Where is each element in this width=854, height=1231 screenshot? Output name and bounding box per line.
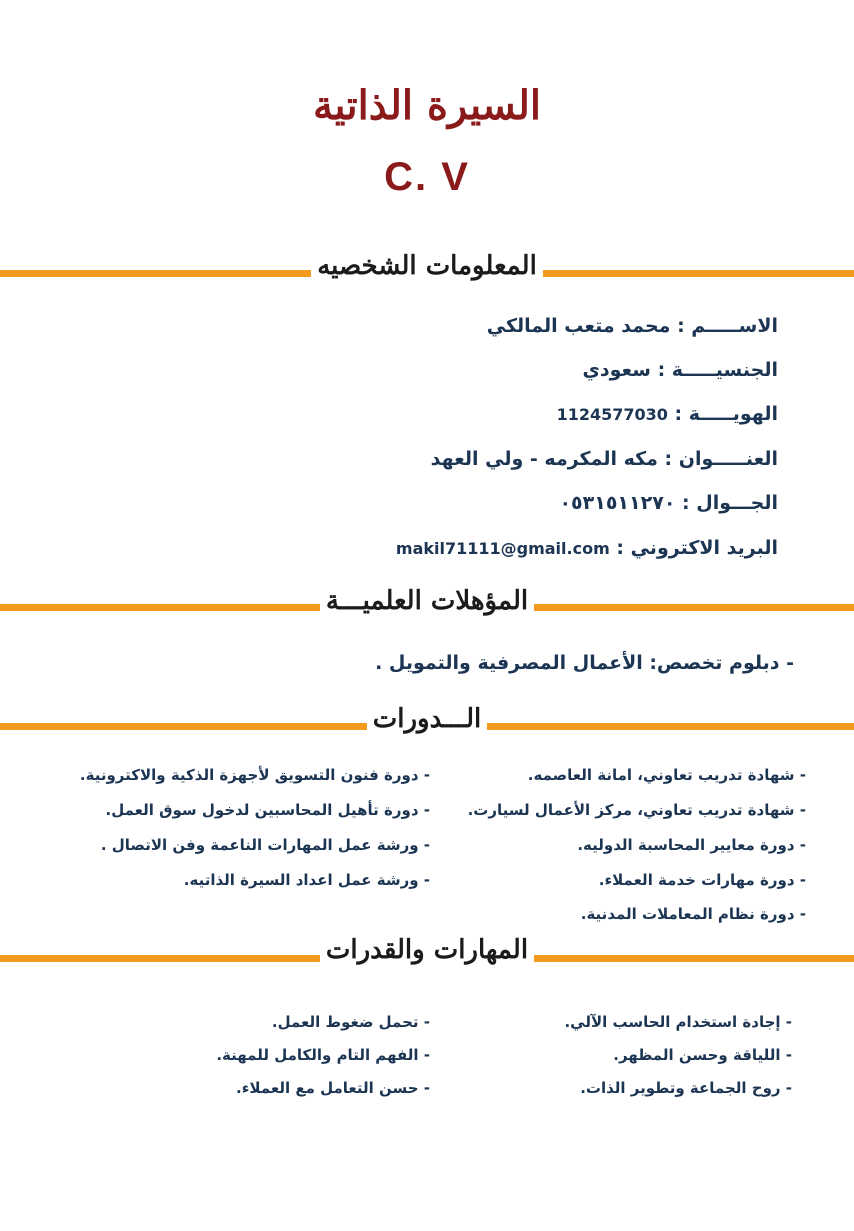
personal-nationality bbox=[218, 357, 778, 383]
personal-id bbox=[218, 401, 778, 428]
address-label: العنـــــوان : bbox=[664, 448, 778, 470]
skill-item: - تحمل ضغوط العمل. bbox=[271, 1013, 430, 1031]
personal-address bbox=[218, 446, 778, 472]
mobile-label: الجـــوال : bbox=[682, 492, 778, 514]
personal-mobile bbox=[218, 490, 778, 516]
name-value: محمد متعب المالكي bbox=[486, 315, 671, 337]
email-label: البريد الاكتروني : bbox=[616, 537, 778, 559]
course-item: - ورشة عمل المهارات الناعمة وفن الاتصال . bbox=[100, 836, 430, 854]
skill-item: - روح الجماعة وتطوير الذات. bbox=[580, 1079, 792, 1097]
cv-title-english: C. V bbox=[384, 155, 470, 199]
cv-title-arabic: السيرة الذاتية bbox=[312, 82, 542, 129]
course-item: - دورة نظام المعاملات المدنية. bbox=[580, 905, 806, 923]
id-value: 1124577030 bbox=[556, 405, 668, 424]
course-item: - دورة تأهيل المحاسبين لدخول سوق العمل. bbox=[105, 801, 430, 819]
course-item: - شهادة تدريب تعاوني، امانة العاصمه. bbox=[527, 766, 806, 784]
section-heading-courses: الـــدورات bbox=[0, 702, 854, 736]
course-item: - دورة فنون التسويق لأجهزة الذكية والاكترونية. bbox=[79, 766, 430, 784]
personal-name bbox=[218, 313, 778, 339]
skill-item: - حسن التعامل مع العملاء. bbox=[236, 1079, 430, 1097]
skill-item: - اللياقة وحسن المظهر. bbox=[613, 1046, 792, 1064]
skill-item: - الفهم التام والكامل للمهنة. bbox=[216, 1046, 430, 1064]
name-label: الاســـــم : bbox=[677, 315, 778, 337]
id-label: الهويـــــة : bbox=[674, 403, 778, 425]
email-value: makil71111@gmail.com bbox=[395, 539, 610, 558]
course-item: - دورة معايير المحاسبة الدوليه. bbox=[577, 836, 806, 854]
personal-email bbox=[218, 535, 778, 562]
section-heading-personal: المعلومات الشخصيه bbox=[0, 249, 854, 283]
course-item: - شهادة تدريب تعاوني، مركز الأعمال لسيارت. bbox=[467, 801, 806, 819]
nationality-label: الجنسيـــــة : bbox=[657, 359, 778, 381]
qualification-item: - دبلوم تخصص: الأعمال المصرفية والتمويل . bbox=[375, 652, 794, 674]
mobile-value: ٠٥٣١٥١١٢٧٠ bbox=[559, 492, 676, 514]
section-heading-skills: المهارات والقدرات bbox=[0, 933, 854, 967]
nationality-value: سعودي bbox=[582, 359, 651, 381]
course-item: - ورشة عمل اعداد السيرة الذاتيه. bbox=[183, 871, 430, 889]
address-value: مكه المكرمه - ولي العهد bbox=[430, 448, 658, 470]
skill-item: - إجادة استخدام الحاسب الآلي. bbox=[564, 1013, 792, 1031]
section-heading-qualifications: المؤهلات العلميـــة bbox=[0, 584, 854, 618]
course-item: - دورة مهارات خدمة العملاء. bbox=[598, 871, 806, 889]
